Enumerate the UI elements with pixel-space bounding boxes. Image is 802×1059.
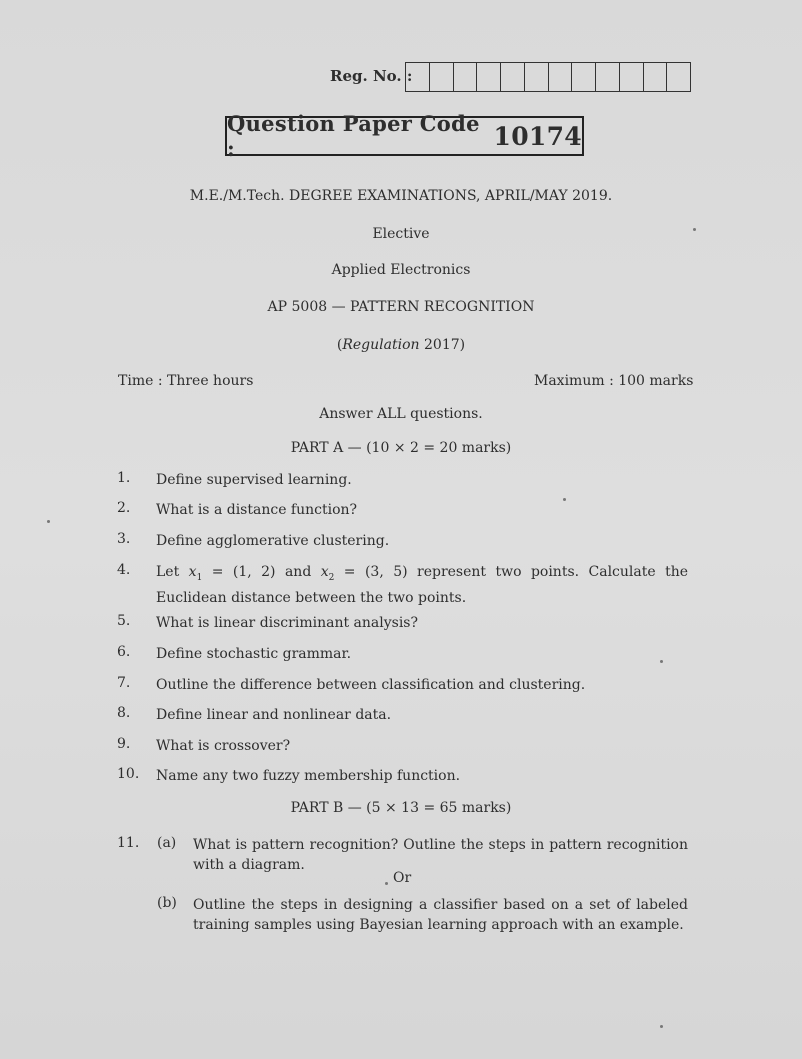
reg-box [549,63,573,91]
question-text: What is crossover? [156,738,291,754]
regulation-word: Regulation [342,337,420,353]
question-number: 5. [117,613,131,629]
question-text: Define supervised learning. [156,472,352,488]
exam-category: Elective [372,226,430,242]
question-text: Outline the difference between classification and clustering. [156,677,586,693]
scan-speck [47,520,50,523]
reg-box [667,63,690,91]
question-text: Define agglomerative clustering. [156,533,390,549]
question-text: What is a distance function? [156,502,358,518]
question-number: 7. [117,675,131,691]
qpc-label: Question Paper Code : [227,111,480,161]
reg-box [454,63,478,91]
sub-question-text: Outline the steps in designing a classifier based on a set of labeled training samples using Bayesian learning approach with an example. [193,897,688,933]
instruction: Answer ALL questions. [319,406,483,422]
sub-question-text: What is pattern recognition? Outline the steps in pattern recognition with a diagram. [193,837,688,873]
reg-box [620,63,644,91]
part-b-title: PART B — (5 × 13 = 65 marks) [290,800,512,816]
question-number: 2. [117,500,131,516]
scan-speck [660,660,663,663]
question-number: 8. [117,705,131,721]
exam-branch: Applied Electronics [331,262,471,278]
scan-speck [563,498,566,501]
sub-question-label: (a) [157,835,177,851]
qpc-code: 10174 [493,121,582,151]
question-number: 10. [117,766,140,782]
question-number: 9. [117,736,131,752]
exam-title: M.E./M.Tech. DEGREE EXAMINATIONS, APRIL/MAY 2019. [189,188,613,204]
reg-no-boxes [405,62,691,92]
reg-box [644,63,668,91]
scan-speck [660,1025,663,1028]
regulation-year: 2017 [424,337,460,353]
reg-box [406,63,430,91]
question-text: Define stochastic grammar. [156,646,352,662]
question-number: 3. [117,531,131,547]
reg-box [572,63,596,91]
reg-box [525,63,549,91]
reg-no-label: Reg. No. : [330,67,413,85]
part-a-title: PART A — (10 × 2 = 20 marks) [290,440,512,456]
subject-title: AP 5008 — PATTERN RECOGNITION [267,299,535,315]
regulation: (Regulation 2017) [336,337,466,353]
time-allowed: Time : Three hours [118,373,254,389]
question-text: Define linear and nonlinear data. [156,707,392,723]
question-number: 11. [117,835,140,851]
or-separator: Or [393,870,412,886]
reg-box [596,63,620,91]
reg-box [477,63,501,91]
question-number: 4. [117,562,131,578]
question-paper-code-box [225,111,584,161]
question-text: What is linear discriminant analysis? [156,615,418,631]
reg-box [501,63,525,91]
question-number: 1. [117,470,131,486]
sub-question-label: (b) [157,895,177,911]
scan-speck [693,228,696,231]
reg-box [430,63,454,91]
scan-speck [385,882,388,885]
question-number: 6. [117,644,131,660]
question-text: Let $x_1 = (1$, 2) and $x_2 = (3$, 5) represent two points. Calculate the Euclidean distance between the two points. [156,564,689,606]
maximum-marks: Maximum : 100 marks [534,373,694,389]
question-text: Name any two fuzzy membership function. [156,768,461,784]
